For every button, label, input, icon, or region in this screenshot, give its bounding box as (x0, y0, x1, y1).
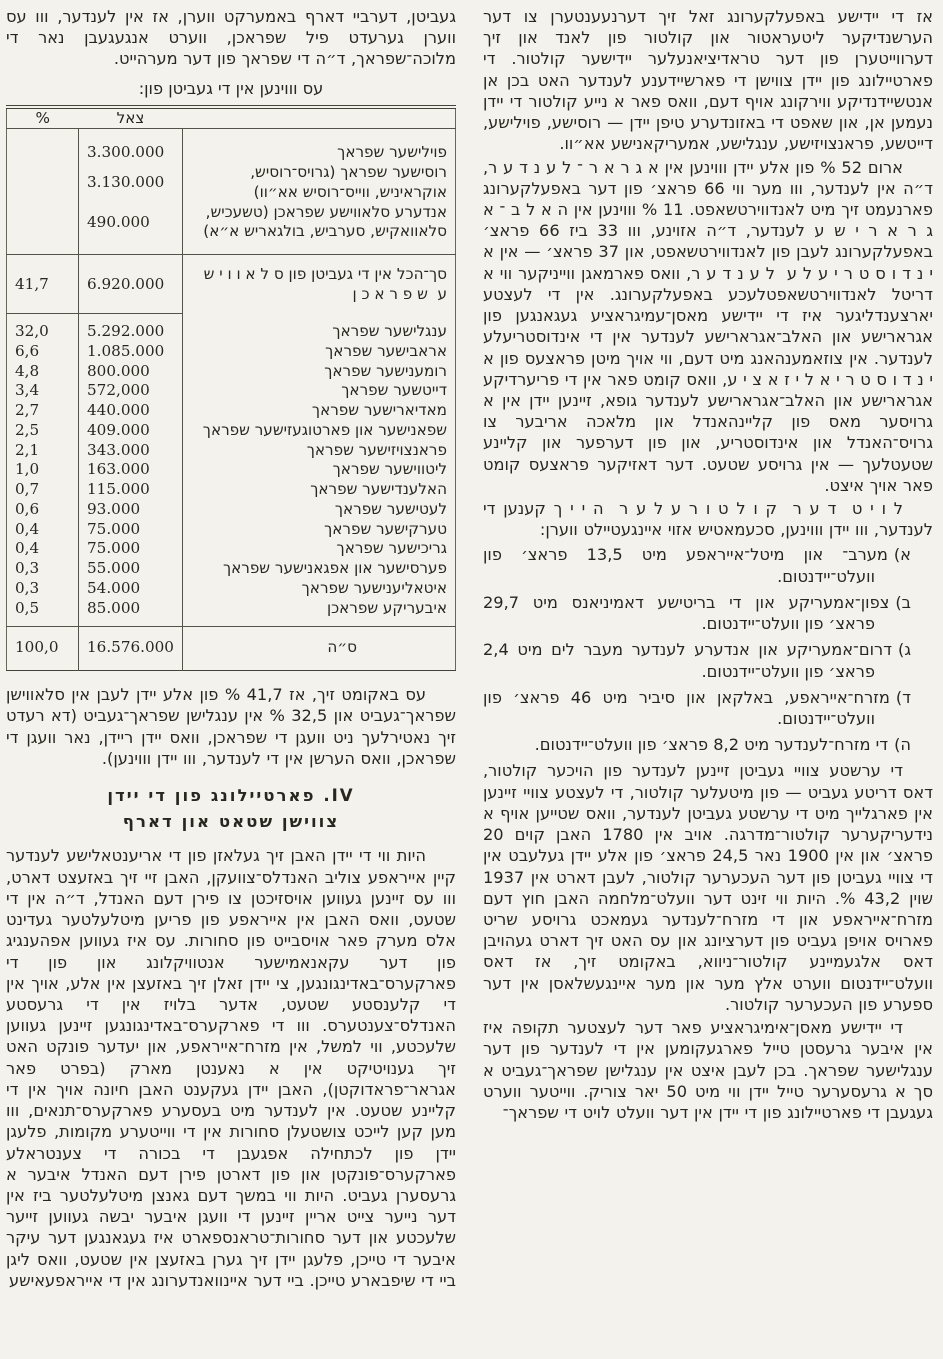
cell-language: אראבישער שפראך (325, 341, 447, 360)
table-row (7, 559, 456, 579)
right-text-column (483, 6, 933, 1293)
cell-language: ענגלישער שפראך (332, 321, 447, 340)
table-row (7, 480, 456, 500)
paragraph-agrarian-distribution: ארום 52 % פון אלע יידן וווינען אין א ג ר א ר ־ ל ע נ ד ע ר, ד״ה אין לענדער, ווו מער ווי 66 פראצ׳ פון דער באפעלקערונג פארנעמט זיך מיט לאנדווירטשאפט. 11 % וווינען אין ה א ל ב ־ א ג ר א ר י ש ע לענדער, ד״ה אזוינע, ווו 33 ביז 66 פראצ׳ באפעלקערונג לעבן פון לאנדווירטשאפט, און 37 פראצ׳ — אין א י נ ד ו ס ט ר י ע ל ע ל ע נ ד ע ר, וואס פארמאגן ווייניקער ווי א דריטל לאנדווירטשאפטלעכע באפעלקערונג. אין די לעצטע יארצענדליגער איז די יידישע מאסן־עמיגראציע געגאנגען פון אגרארישע און האלב־אגרארישע לענדער אין די אינדוסטריעלע לענדער. אין צוזאמענהאנג מיט דעם, ווי אויך מיטן פראצעס פון א י נ ד ו ס ט ר י א ל י ז א צ י ע, וואס קומט פאר אין די פריערדיקע אגרארישע און האלב־אגרארישע לענדער גופא, זיינען יידן אין א גרויסער מאס פון קליינהאנדל און מלאכה אריבער צו גרויס־האנדל און אינדוסטריע, און פון דערפער און קליינע שטעטלעך — אין גרויסע שטעט. דער דאזיקער פראצעס קומט פאר אויך איצט. (483, 157, 934, 495)
cell-language: רומענישער שפראך (324, 361, 447, 380)
section-heading (6, 783, 456, 834)
table-row (7, 401, 456, 421)
list-item (483, 639, 933, 681)
cell-language: סך־הכל אין די געביטן פון ס ל א ו ו י ש ע ש פ ר א כ ן (183, 255, 456, 314)
cell-language: טערקישער שפראך (324, 519, 447, 538)
table-row (7, 520, 456, 540)
table-header-row (7, 107, 456, 129)
cell-count: 75.000 (79, 520, 183, 540)
table-row (7, 129, 456, 163)
cell-count: 800.000 (79, 362, 183, 382)
cell-language: פוילישער שפראך (337, 143, 447, 162)
cell-language: איטאליענישער שפראך (301, 578, 447, 597)
table-subtotal-row (7, 255, 456, 314)
table-row (7, 342, 456, 362)
list-marker: א) (893, 545, 911, 565)
list-item (483, 734, 933, 755)
cell-count: 440.000 (79, 401, 183, 421)
cell-count: 5.292.000 (79, 314, 183, 342)
cell-count: 409.000 (79, 421, 183, 441)
cell-language: פראנצויזישער שפראך (306, 440, 447, 459)
cell-count: 490.000 (79, 203, 183, 255)
cell-count: 6.920.000 (79, 255, 183, 314)
cell-count: 3.130.000 (79, 163, 183, 203)
cell-percent: 2,5 (7, 421, 79, 441)
cell-language: ליטווישער שפראך (332, 460, 447, 479)
section-heading-line2: צווישן שטאט און דארף (122, 811, 340, 831)
cell-percent: 3,4 (7, 381, 79, 401)
table-row (7, 539, 456, 559)
list-item (483, 592, 933, 634)
cell-count: 343.000 (79, 441, 183, 461)
paragraph-settlement-history: היות ווי די יידן האבן זיך געלאזן פון די אריענטאלישע לענדער קיין אייראפע צוליב האנדלס־צוועקן, האבן זיי זיך באזעצט דארט, ווו עס זיינען געווען אויסזיכטן צו פירן דעם האנדל, ד״ה אין די שטעט, וואס האבן אין אייראפע פון פריען מיטלעלטער געדינט אלס מערק פאר אויסבייט פון סחורות. עס איז געווען אפהענגיג פון דער עקאנאמישער אנטוויקלונג און פון די פארקערס־באדינגונגען, צי יידן זאלן זיך באזעצן אין אלע, אויך אין די קלענסטע שטעט, אדער בלויז אין די גרעסטע האנדלס־צענטערס. ווו די פארקערס־באדינגונגען זיינען געווען שלעכטע, ווי למשל, אין מזרח־אייראפע, און יעדער פונקט האט זיך גענויטיקט אין א נאענטן מארק (בפרט פאר אגראר־פראדוקטן), האבן יידן געקענט האבן חיונה אויך אין די קליינע שטעט. אין לענדער מיט בעסערע פארקערס־תנאים, ווו מען קען לייכט צושטעלן סחורות אין די ווייטערע מקומות, פלעגן יידן פון לכתחילה אפגעבן די בכורה די צענטראלע פארקערס־פונקטן און פון דארטן פירן דעם האנדל איבער א גרעסערן געביט. היות ווי במשך דעם גאנצן מיטלעלטער ביז אין דער נייער צייט אריין זיינען די וועגן איבער יבשה געווען זייער שלעכטע און דער סחורות־טראנספארט איז געגאנגען דער עיקר איבער די טייכן, פלעגן יידן זיך גערן באזעצן אין שטעט, וואס ליגן ביי די שיפבארע טייכן. ביי דער איינוואנדערונג אין די אייראפעאישע (6, 846, 456, 1290)
table-row (7, 381, 456, 401)
section-heading-line1: IV. פארטיילונג פון די יידן (107, 786, 355, 806)
cell-language: פערסישער און אפגאנישער שפראך (222, 559, 447, 578)
cell-percent: 2,1 (7, 441, 79, 461)
table-row (7, 441, 456, 461)
cell-percent (7, 203, 79, 255)
cell-percent: 0,4 (7, 520, 79, 540)
cell-count: 572,000 (79, 381, 183, 401)
cell-count: 75.000 (79, 539, 183, 559)
cell-percent: 0,6 (7, 500, 79, 520)
cell-percent: 2,7 (7, 401, 79, 421)
table-row (7, 500, 456, 520)
header-count: צאל (79, 107, 183, 129)
cell-language: לעטישער שפראך (334, 499, 447, 518)
cell-language: שפאנישער און פארטוגעזישער שפראך (202, 420, 447, 439)
list-marker: ג) (898, 640, 911, 660)
cell-count: 16.576.000 (79, 627, 183, 671)
language-areas-table (6, 105, 456, 672)
paragraph-state-language-note: געביטן, דערביי דארף באמערקט ווערן, אז אין לענדער, ווו עס ווערן גערעדט פיל שפראכן, ווערט אנגעגעבן נאר די מלוכה־שפראך, ד״ה די שפראך פון דער מערהייט. (6, 7, 456, 69)
cell-count: 115.000 (79, 480, 183, 500)
list-marker: ה) (894, 735, 911, 755)
cell-count: 3.300.000 (79, 129, 183, 163)
list-item-text: מזרח־אייראפע, באלקאן און סיביר מיט 46 פראצ׳ פון וועלט־יידנטום. (483, 687, 890, 728)
table-caption: עס וווינען אין די געביטן פון: (138, 78, 324, 98)
list-marker: ב) (895, 592, 911, 612)
table-total-row (7, 627, 456, 671)
cell-percent: 32,0 (7, 314, 79, 342)
cell-count: 163.000 (79, 460, 183, 480)
cell-count: 54.000 (79, 579, 183, 599)
cell-total-label: ס״ה (183, 627, 456, 671)
table-row (7, 314, 456, 342)
cell-percent (7, 163, 79, 203)
list-item-text: די מזרח־לענדער מיט 8,2 פראצ׳ פון וועלט־יידנטום. (534, 735, 889, 755)
table-row (7, 421, 456, 441)
list-marker: ד) (895, 687, 911, 707)
paragraph-culture-regions: די ערשטע צוויי געביטן זיינען לענדער פון הויכער קולטור, דאס דריטע געביט — פון מיטעלער קולטור, די לעצטע צוויי זיינען אין פארגלייך מיט די ערשטע געביטן לענדער, וואס שטייען אויף א נידעריקערער קולטור־מדרגה. אויב אין 1780 האבן קוים 20 פראצ׳ און אין 1900 נאר 24,5 פראצ׳ פון אלע יידן געלעבט אין די צוויי געביטן פון דער העכערער קולטור, לעבן דארט אין 1937 שוין 43,2 %. היות ווי זינט דער וועלט־מלחמה האבן חוץ דעם מזרח־אייראפע און די מזרח־לענדער געמאכט גרויסע שריט פארויס אויפן געביט פון דערציונג און עס האט זיך דארט געהויבן דאס אלגעמיינע קולטור־ניווא, באקומט זיך, אז דאס וועלט־יידנטום ווערט אלץ מער און מער איינגעשלאסן אין דער ספערע פון העכערער קולטור. (483, 761, 934, 1014)
cell-count: 85.000 (79, 599, 183, 627)
cell-percent: 100,0 (7, 627, 79, 671)
list-item (483, 544, 933, 586)
table-row (7, 203, 456, 255)
cell-count: 93.000 (79, 500, 183, 520)
cell-percent: 41,7 (7, 255, 79, 314)
cell-percent: 4,8 (7, 362, 79, 382)
header-percent: % (7, 107, 79, 129)
table-row (7, 599, 456, 627)
table-row (7, 362, 456, 382)
cell-language: דייטשער שפראך (341, 381, 447, 400)
table-row (7, 579, 456, 599)
cell-percent: 0,5 (7, 599, 79, 627)
list-item (483, 687, 933, 729)
table-row (7, 460, 456, 480)
cell-language: אנדערע סלאווישע שפראכן (טשעכיש, סלאוואקיש, סערביש, בולגאריש א״א) (203, 202, 447, 241)
cell-percent (7, 129, 79, 163)
table-row (7, 163, 456, 203)
cell-percent: 0,3 (7, 559, 79, 579)
cell-language: מאדיארישער שפראך (311, 401, 447, 420)
list-item-text: צפון־אמעריקע און די בריטישע דאמיניאנס מיט 29,7 פראצ׳ פון וועלט־יידנטום. (483, 592, 890, 634)
paragraph-mass-immigration: די יידישע מאסן־אימיגראציע פאר דער לעצטער תקופה איז אין איבער גרעסטן טייל פארגעקומען אין די לענדער פון דער ענגלישער שפראך. בכן לעבן איצט אין ענגלישן שפראך־געביט א סך א גרעסערער טייל יידן ווי מיט 50 יאר צוריק. ווייטער ווערט געגעבן די פארטיילונג פון די יידן אין דער וועלט לויט די שפראך־ (483, 1018, 933, 1122)
header-label-empty (183, 107, 456, 129)
cell-count: 55.000 (79, 559, 183, 579)
cell-language: רוסישער שפראך (גרויס־רוסיש, אוקראיניש, ווייס־רוסיש אא״וו) (250, 163, 447, 201)
cell-language: גריכישער שפראך (336, 539, 447, 558)
list-item-text: מערב־ און מיטל־אייראפע מיט 13,5 פראצ׳ פון וועלט־יידנטום. (483, 545, 888, 586)
paragraph-cultural-level-lead: ל ו י ט ד ע ר ק ו ל ט ו ר ע ל ע ר ה י י ך קענען די לענדער, ווו יידן וווינען, סכעמאטיש אזוי איינגעטיילט ווערן: (483, 499, 933, 540)
paragraph-table-conclusion: עס באקומט זיך, אז 41,7 % פון אלע יידן לעבן אין סלאווישן שפראך־געביט און 32,5 % אין ענגלישן שפראך־געביט (דא רעדט זיך נאטירלעך ניט וועגן די שפראכן, וואס יידן ריידן, נאר וועגן די שפראכן, וואס הערשן אין די לענדער, ווו יידן וווינען). (6, 685, 456, 768)
list-item-text: דרום־אמעריקע און אנדערע לענדער מעבר לים מיט 2,4 פראצ׳ פון וועלט־יידנטום. (483, 640, 892, 681)
cell-percent: 0,3 (7, 579, 79, 599)
left-text-column (6, 6, 456, 1293)
cell-language: האלענדישער שפראך (310, 480, 447, 499)
cell-count: 1.085.000 (79, 342, 183, 362)
paragraph-culture-assimilation: אז די יידישע באפעלקערונג זאל זיך דערנעענטערן צו דער הערשנדיקער ליטעראטור און קולטור פון לאנד און זיך דערווייטערן פון דער טראדיציאנעלער יידישער קולטור. די פארטיילונג פון יידן צווישן די פארשיידענע לענדער האט בכן אן אנטשיידנדיקע ווירקונג אויף דעם, וואס פאר א נייע קולטור די יידן נעמען אן, און שאפט די באזונדערע טיפן יידן — רוסישע, פוילישע, דייטשע, פראנצויזישע, ענגלישע, אמעריקאנישע אא״וו. (483, 7, 933, 154)
cell-percent: 0,7 (7, 480, 79, 500)
cell-percent: 6,6 (7, 342, 79, 362)
cell-percent: 1,0 (7, 460, 79, 480)
cell-percent: 0,4 (7, 539, 79, 559)
cell-language: איבעריקע שפראכן (326, 598, 447, 617)
